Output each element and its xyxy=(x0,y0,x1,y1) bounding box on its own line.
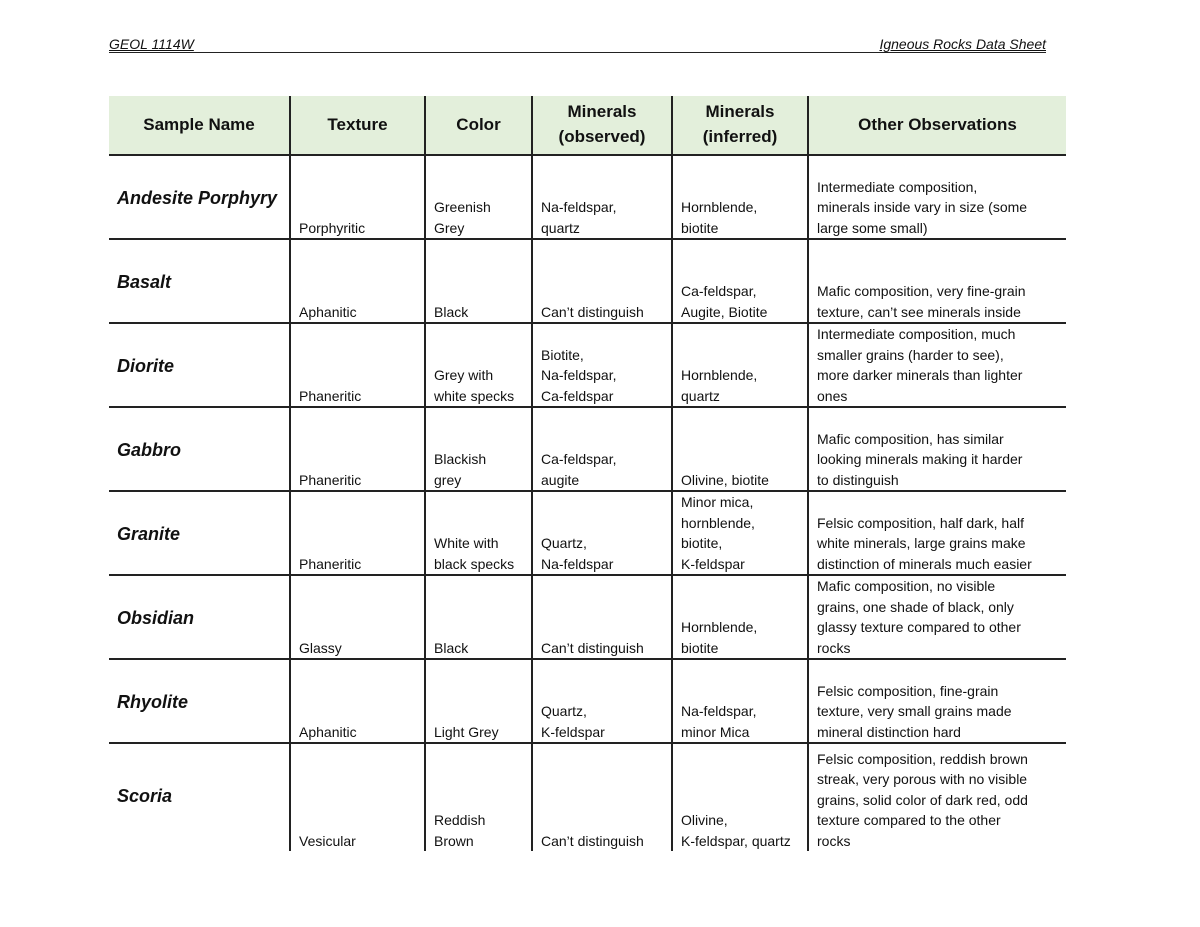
sheet-title: Igneous Rocks Data Sheet xyxy=(879,36,1046,52)
minerals-inferred-cell: Hornblende, biotite xyxy=(672,575,808,659)
color-cell: Black xyxy=(425,575,532,659)
minerals-observed-cell: Can’t distinguish xyxy=(532,743,672,851)
igneous-rocks-table xyxy=(109,96,1066,851)
texture-cell: Phaneritic xyxy=(290,491,425,575)
minerals-inferred-cell: Ca-feldspar, Augite, Biotite xyxy=(672,239,808,323)
minerals-inferred-cell: Hornblende, quartz xyxy=(672,323,808,407)
minerals-inferred-cell: Olivine, K-feldspar, quartz xyxy=(672,743,808,851)
minerals-observed-cell: Ca-feldspar, augite xyxy=(532,407,672,491)
sample-name: Basalt xyxy=(109,239,290,323)
table-row xyxy=(109,659,1066,743)
color-cell: Greenish Grey xyxy=(425,155,532,239)
color-cell: Grey with white specks xyxy=(425,323,532,407)
table-row xyxy=(109,491,1066,575)
sample-name: Diorite xyxy=(109,323,290,407)
observations-cell: Felsic composition, reddish brown streak, very porous with no visible grains, solid color of dark red, odd texture compared to the other rocks xyxy=(808,743,1066,851)
page-header xyxy=(109,34,1046,53)
texture-cell: Glassy xyxy=(290,575,425,659)
sample-name: Scoria xyxy=(109,743,290,851)
column-header-other-observations: Other Observations xyxy=(808,96,1066,155)
texture-cell: Phaneritic xyxy=(290,407,425,491)
sample-name: Rhyolite xyxy=(109,659,290,743)
table-row xyxy=(109,323,1066,407)
table-row xyxy=(109,239,1066,323)
table-row xyxy=(109,155,1066,239)
observations-cell: Mafic composition, no visible grains, one shade of black, only glassy texture compared to other rocks xyxy=(808,575,1066,659)
table-header-row xyxy=(109,96,1066,155)
table-row xyxy=(109,407,1066,491)
observations-cell: Mafic composition, has similar looking minerals making it harder to distinguish xyxy=(808,407,1066,491)
observations-cell: Felsic composition, fine-grain texture, very small grains made mineral distinction hard xyxy=(808,659,1066,743)
minerals-observed-cell: Quartz, K-feldspar xyxy=(532,659,672,743)
course-code: GEOL 1114W xyxy=(109,36,194,52)
column-header-color: Color xyxy=(425,96,532,155)
sample-name: Obsidian xyxy=(109,575,290,659)
texture-cell: Aphanitic xyxy=(290,239,425,323)
texture-cell: Phaneritic xyxy=(290,323,425,407)
observations-cell: Intermediate composition, minerals inside vary in size (some large some small) xyxy=(808,155,1066,239)
sample-name: Granite xyxy=(109,491,290,575)
observations-cell: Mafic composition, very fine-grain texture, can’t see minerals inside xyxy=(808,239,1066,323)
sample-name: Gabbro xyxy=(109,407,290,491)
table-row xyxy=(109,575,1066,659)
color-cell: Black xyxy=(425,239,532,323)
column-header-minerals-inferred: Minerals (inferred) xyxy=(672,96,808,155)
color-cell: Light Grey xyxy=(425,659,532,743)
minerals-inferred-cell: Hornblende, biotite xyxy=(672,155,808,239)
observations-cell: Intermediate composition, much smaller grains (harder to see), more darker minerals than lighter ones xyxy=(808,323,1066,407)
texture-cell: Vesicular xyxy=(290,743,425,851)
minerals-observed-cell: Na-feldspar, quartz xyxy=(532,155,672,239)
texture-cell: Aphanitic xyxy=(290,659,425,743)
minerals-inferred-cell: Minor mica, hornblende, biotite, K-feldspar xyxy=(672,491,808,575)
sample-name: Andesite Porphyry xyxy=(117,188,278,208)
texture-cell: Porphyritic xyxy=(290,155,425,239)
table-row xyxy=(109,743,1066,851)
minerals-inferred-cell: Na-feldspar, minor Mica xyxy=(672,659,808,743)
minerals-observed-cell: Can’t distinguish xyxy=(532,239,672,323)
minerals-observed-cell: Can’t distinguish xyxy=(532,575,672,659)
column-header-minerals-observed: Minerals (observed) xyxy=(532,96,672,155)
column-header-texture: Texture xyxy=(290,96,425,155)
column-header-sample-name: Sample Name xyxy=(109,96,290,155)
color-cell: Blackish grey xyxy=(425,407,532,491)
color-cell: Reddish Brown xyxy=(425,743,532,851)
minerals-inferred-cell: Olivine, biotite xyxy=(672,407,808,491)
minerals-observed-cell: Biotite, Na-feldspar, Ca-feldspar xyxy=(532,323,672,407)
color-cell: White with black specks xyxy=(425,491,532,575)
observations-cell: Felsic composition, half dark, half white minerals, large grains make distinction of minerals much easier xyxy=(808,491,1066,575)
minerals-observed-cell: Quartz, Na-feldspar xyxy=(532,491,672,575)
